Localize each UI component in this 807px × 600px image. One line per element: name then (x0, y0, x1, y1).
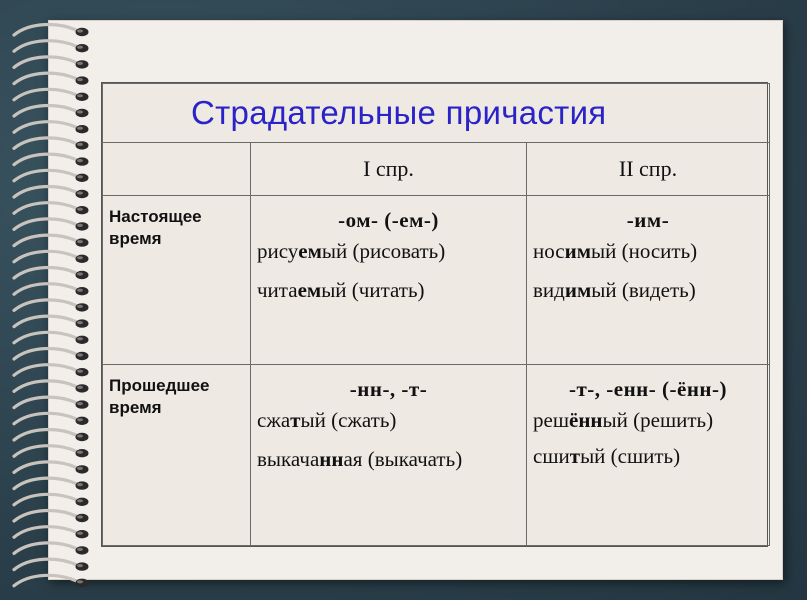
example-past-conj2-2: сшитый (сшить) (533, 444, 681, 468)
spiral-ring (14, 381, 89, 393)
example-present-conj1-1: рисуемый (рисовать) (257, 239, 446, 263)
header-empty-cell (103, 143, 251, 196)
spiral-ring (14, 365, 89, 377)
spiral-ring (14, 430, 89, 442)
header-conjugation-1: I спр. (251, 143, 527, 196)
spiral-ring (14, 494, 89, 506)
spiral-ring (14, 397, 89, 409)
example-present-conj2-2: видимый (видеть) (533, 278, 696, 302)
spiral-ring (14, 300, 89, 312)
suffix-past-conj2: -т-, -енн- (-ённ-) (568, 377, 728, 401)
cell-present-conj1 (251, 196, 527, 365)
table-title-cell (103, 84, 770, 143)
spiral-ring (14, 170, 89, 182)
spiral-ring (14, 268, 89, 280)
spiral-ring (14, 154, 89, 166)
suffix-past-conj1: -нн-, -т- (349, 377, 428, 401)
participles-table-container (101, 82, 768, 547)
table-title: Страдательные причастия (191, 94, 607, 131)
spiral-ring (14, 316, 89, 328)
example-present-conj1-2: читаемый (читать) (257, 278, 425, 302)
spiral-ring (14, 527, 89, 539)
spiral-ring (14, 543, 89, 555)
spiral-ring (14, 559, 89, 571)
spiral-ring (14, 41, 89, 53)
spiral-ring (14, 413, 89, 425)
cell-past-conj1 (251, 365, 527, 546)
spiral-ring (14, 89, 89, 101)
example-present-conj2-1: носимый (носить) (533, 239, 698, 263)
cell-past-conj2 (527, 365, 770, 546)
spiral-ring (14, 73, 89, 85)
header-conjugation-2: II спр. (527, 143, 770, 196)
participles-table (102, 83, 770, 546)
spiral-ring (14, 349, 89, 361)
spiral-ring (14, 122, 89, 134)
suffix-present-conj1: -ом- (-ем-) (338, 208, 439, 232)
spiral-ring (14, 187, 89, 199)
spiral-ring (14, 106, 89, 118)
example-past-conj1-2: выкачанная (выкачать) (257, 447, 463, 471)
row-label-present: Настоящее время (103, 196, 251, 365)
spiral-ring (14, 284, 89, 296)
spiral-ring (14, 251, 89, 263)
spiral-ring (14, 219, 89, 231)
suffix-present-conj2: -им- (626, 208, 670, 232)
spiral-ring (14, 575, 89, 587)
spiral-ring (14, 332, 89, 344)
cell-present-conj2 (527, 196, 770, 365)
example-past-conj2-1: решённый (решить) (533, 408, 714, 432)
spiral-binding (0, 0, 100, 600)
spiral-ring (14, 25, 89, 37)
spiral-ring (14, 462, 89, 474)
spiral-ring (14, 138, 89, 150)
example-past-conj1-1: сжатый (сжать) (257, 408, 397, 432)
spiral-ring (14, 478, 89, 490)
spiral-ring (14, 57, 89, 69)
spiral-ring (14, 511, 89, 523)
spiral-ring (14, 235, 89, 247)
spiral-ring (14, 203, 89, 215)
spiral-ring (14, 446, 89, 458)
row-label-past: Прошедшее время (103, 365, 251, 546)
